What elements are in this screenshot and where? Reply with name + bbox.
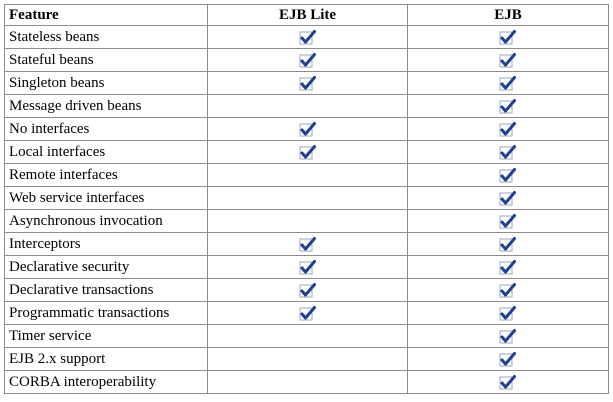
table-row — [5, 279, 609, 302]
ejb-lite-support-cell — [208, 187, 408, 210]
table-row — [5, 371, 609, 394]
header-ejb: EJB — [408, 5, 609, 26]
feature-name: Declarative security — [5, 256, 208, 279]
checkmark-icon — [499, 374, 517, 391]
checkmark-icon — [499, 29, 517, 46]
checkmark-icon — [499, 144, 517, 161]
checkmark-icon — [499, 282, 517, 299]
checkmark-icon — [499, 98, 517, 115]
ejb-lite-support-cell — [208, 256, 408, 279]
ejb-support-cell — [408, 325, 609, 348]
checkmark-icon — [299, 259, 317, 276]
ejb-support-cell — [408, 348, 609, 371]
table-row — [5, 233, 609, 256]
feature-name: Timer service — [5, 325, 208, 348]
ejb-lite-support-cell — [208, 233, 408, 256]
checkmark-icon — [499, 75, 517, 92]
checkmark-icon — [499, 236, 517, 253]
ejb-support-cell — [408, 141, 609, 164]
feature-name: No interfaces — [5, 118, 208, 141]
ejb-lite-support-cell — [208, 49, 408, 72]
feature-name: Stateful beans — [5, 49, 208, 72]
ejb-lite-support-cell — [208, 348, 408, 371]
feature-name: Local interfaces — [5, 141, 208, 164]
checkmark-icon — [499, 52, 517, 69]
checkmark-icon — [499, 305, 517, 322]
table-header-row — [5, 5, 609, 26]
checkmark-icon — [299, 305, 317, 322]
ejb-lite-support-cell — [208, 95, 408, 118]
ejb-support-cell — [408, 187, 609, 210]
ejb-support-cell — [408, 49, 609, 72]
header-feature: Feature — [5, 5, 208, 26]
checkmark-icon — [499, 190, 517, 207]
ejb-support-cell — [408, 233, 609, 256]
feature-name: Message driven beans — [5, 95, 208, 118]
table-row — [5, 348, 609, 371]
checkmark-icon — [299, 52, 317, 69]
table-row — [5, 49, 609, 72]
ejb-lite-support-cell — [208, 26, 408, 49]
comparison-table-wrapper — [4, 4, 608, 394]
table-row — [5, 26, 609, 49]
checkmark-icon — [499, 121, 517, 138]
feature-name: Singleton beans — [5, 72, 208, 95]
feature-name: Asynchronous invocation — [5, 210, 208, 233]
checkmark-icon — [299, 282, 317, 299]
ejb-support-cell — [408, 371, 609, 394]
feature-name: Declarative transactions — [5, 279, 208, 302]
feature-name: CORBA interoperability — [5, 371, 208, 394]
checkmark-icon — [299, 75, 317, 92]
ejb-support-cell — [408, 72, 609, 95]
ejb-support-cell — [408, 302, 609, 325]
feature-name: Remote interfaces — [5, 164, 208, 187]
ejb-support-cell — [408, 26, 609, 49]
feature-name: Interceptors — [5, 233, 208, 256]
ejb-lite-support-cell — [208, 141, 408, 164]
checkmark-icon — [299, 121, 317, 138]
ejb-lite-support-cell — [208, 325, 408, 348]
table-row — [5, 256, 609, 279]
table-row — [5, 141, 609, 164]
table-body — [5, 26, 609, 394]
feature-name: EJB 2.x support — [5, 348, 208, 371]
checkmark-icon — [499, 259, 517, 276]
checkmark-icon — [499, 328, 517, 345]
table-row — [5, 210, 609, 233]
ejb-lite-support-cell — [208, 302, 408, 325]
table-row — [5, 187, 609, 210]
feature-name: Web service interfaces — [5, 187, 208, 210]
ejb-lite-support-cell — [208, 279, 408, 302]
header-ejb-lite: EJB Lite — [208, 5, 408, 26]
feature-name: Programmatic transactions — [5, 302, 208, 325]
ejb-support-cell — [408, 210, 609, 233]
ejb-lite-support-cell — [208, 118, 408, 141]
table-row — [5, 164, 609, 187]
ejb-support-cell — [408, 118, 609, 141]
feature-name: Stateless beans — [5, 26, 208, 49]
ejb-lite-support-cell — [208, 164, 408, 187]
ejb-lite-support-cell — [208, 371, 408, 394]
ejb-support-cell — [408, 256, 609, 279]
ejb-support-cell — [408, 95, 609, 118]
ejb-lite-support-cell — [208, 210, 408, 233]
feature-comparison-table — [4, 4, 609, 394]
checkmark-icon — [499, 213, 517, 230]
ejb-support-cell — [408, 164, 609, 187]
table-row — [5, 302, 609, 325]
table-row — [5, 118, 609, 141]
checkmark-icon — [499, 351, 517, 368]
checkmark-icon — [299, 236, 317, 253]
table-row — [5, 325, 609, 348]
checkmark-icon — [499, 167, 517, 184]
table-row — [5, 72, 609, 95]
checkmark-icon — [299, 29, 317, 46]
ejb-lite-support-cell — [208, 72, 408, 95]
checkmark-icon — [299, 144, 317, 161]
ejb-support-cell — [408, 279, 609, 302]
table-row — [5, 95, 609, 118]
